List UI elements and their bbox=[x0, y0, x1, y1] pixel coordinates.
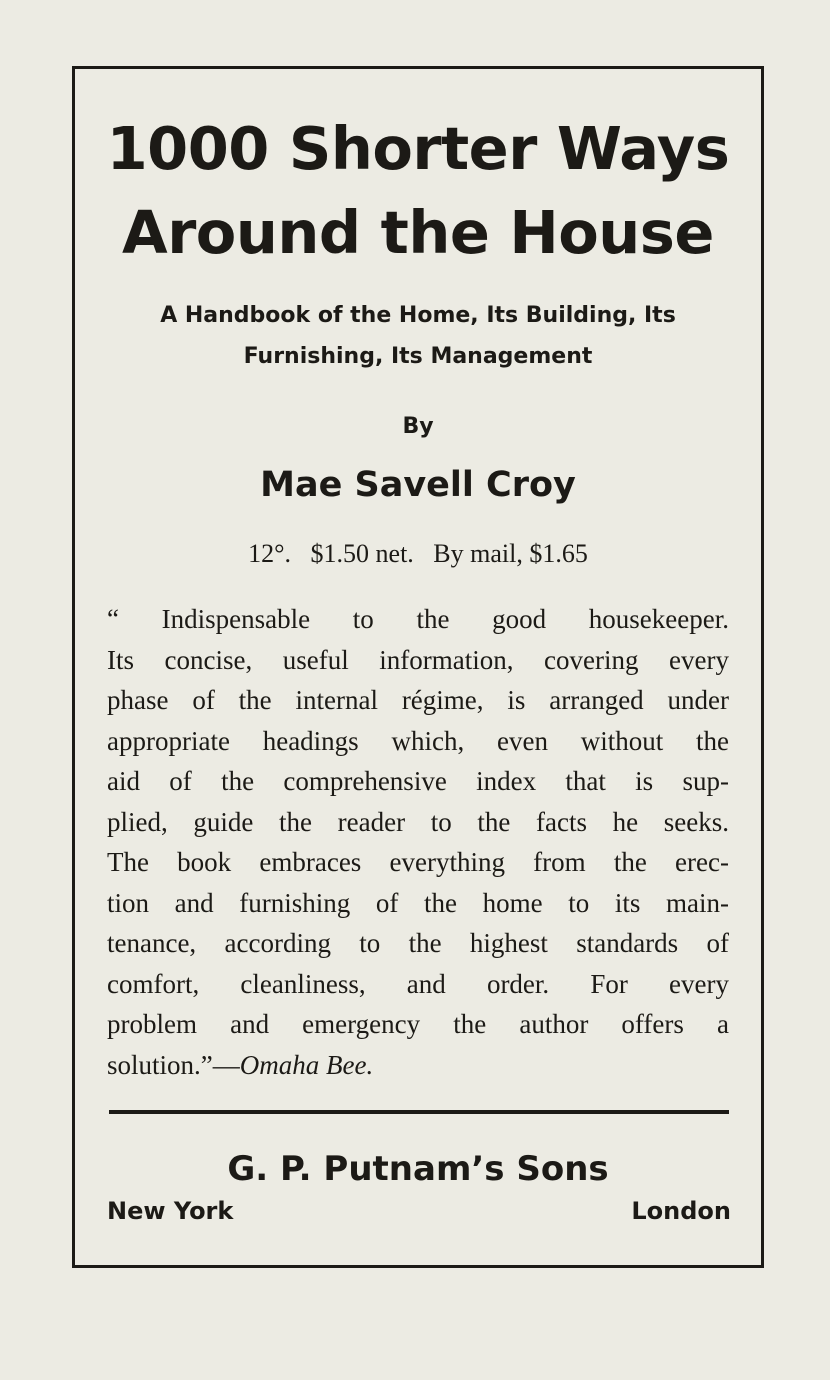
review-line: “ Indispensable to the good housekeeper. bbox=[107, 604, 729, 634]
review-line: The book embraces everything from the erec- bbox=[107, 847, 729, 877]
review-line: appropriate headings which, even without the bbox=[107, 725, 729, 756]
publisher-city-london: London bbox=[631, 1197, 731, 1225]
review-line: comfort, cleanliness, and order. For every bbox=[107, 968, 729, 999]
by-label: By bbox=[402, 414, 434, 439]
divider-rule bbox=[109, 1110, 729, 1114]
price-line: 12°. $1.50 net. By mail, $1.65 bbox=[248, 539, 588, 568]
publisher-city-new-york: New York bbox=[107, 1197, 234, 1225]
advertisement-frame bbox=[72, 66, 764, 1268]
review-line: plied, guide the reader to the facts he seeks. bbox=[107, 806, 729, 837]
review-line: problem and emergency the author offers a bbox=[107, 1009, 729, 1039]
review-line: Its concise, useful information, covering every bbox=[107, 644, 729, 675]
subtitle bbox=[103, 295, 733, 377]
review-line: phase of the internal régime, is arranged under bbox=[107, 685, 729, 715]
review-quote bbox=[107, 599, 729, 1085]
review-line: tenance, according to the highest standards of bbox=[107, 928, 729, 958]
title-line-1: 1000 Shorter Ways bbox=[106, 114, 730, 183]
review-source: Omaha Bee. bbox=[239, 1049, 374, 1080]
subtitle-line-1: A Handbook of the Home, Its Building, Its bbox=[160, 303, 676, 328]
subtitle-line-2: Furnishing, Its Management bbox=[243, 344, 593, 369]
review-last-line bbox=[107, 1045, 729, 1086]
title-line-2: Around the House bbox=[122, 198, 714, 267]
review-line: tion and furnishing of the home to its main- bbox=[107, 887, 729, 918]
review-last-text: solution.”— bbox=[107, 1049, 240, 1080]
review-line: aid of the comprehensive index that is sup- bbox=[107, 766, 729, 796]
publisher-name: G. P. Putnam’s Sons bbox=[227, 1149, 609, 1189]
author-name: Mae Savell Croy bbox=[260, 465, 576, 505]
